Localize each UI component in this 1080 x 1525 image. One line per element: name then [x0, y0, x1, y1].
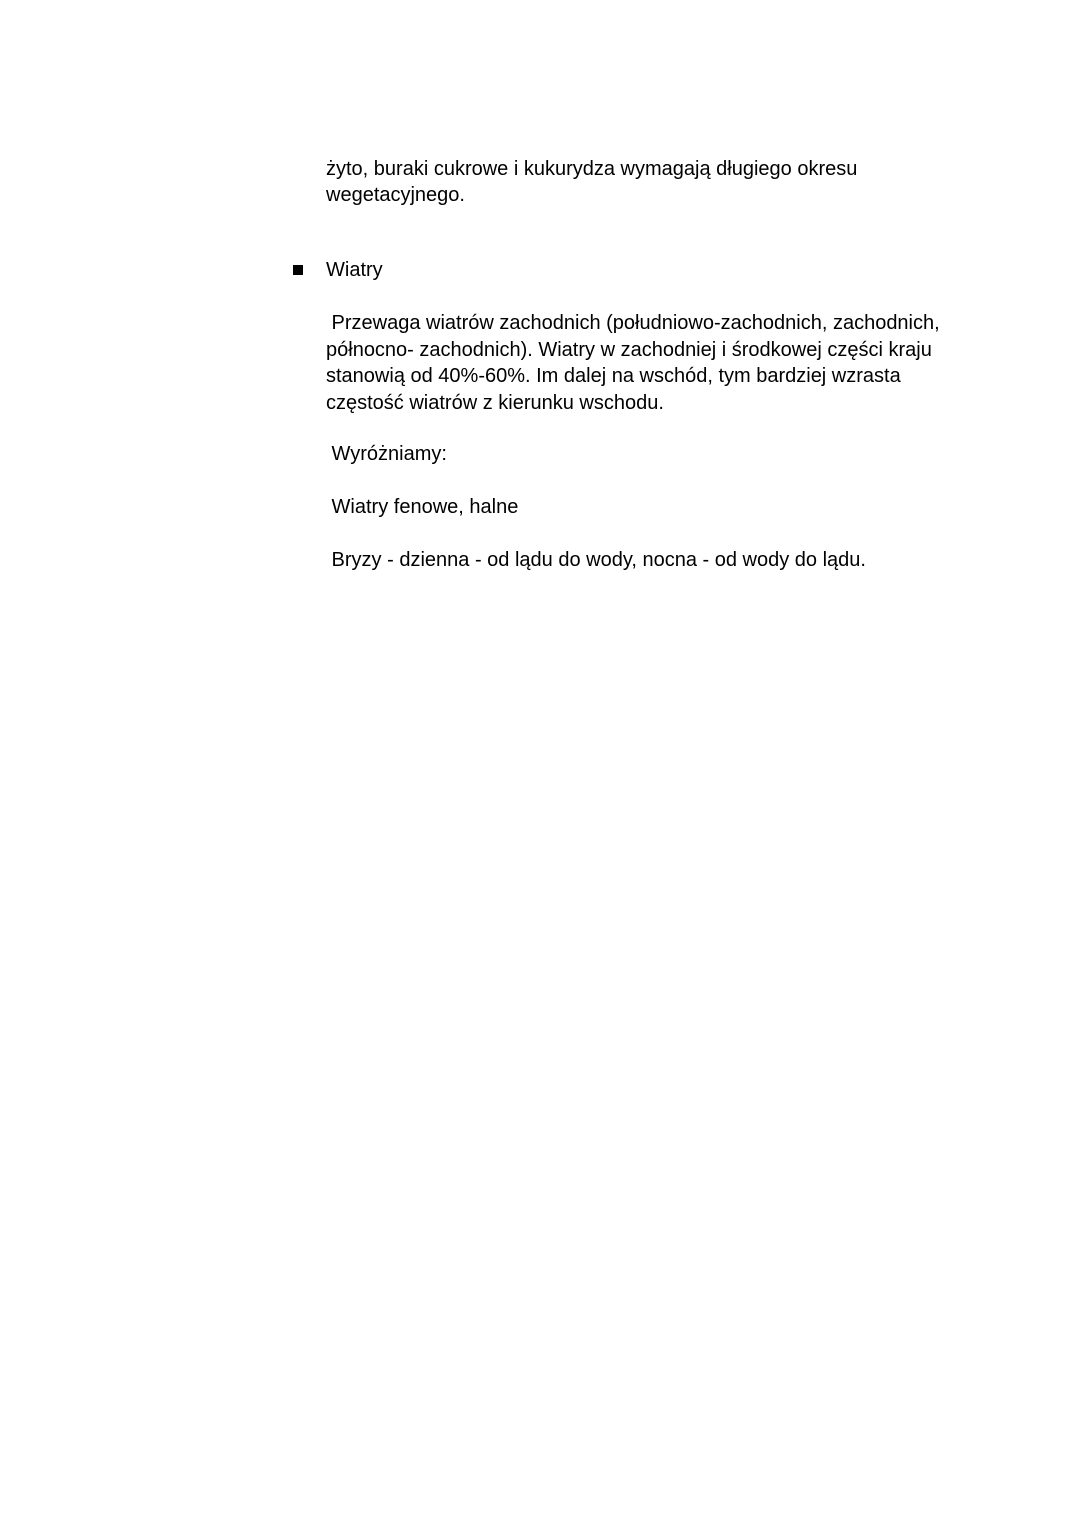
- intro-line-2: wegetacyjnego.: [326, 184, 465, 206]
- intro-line-1: żyto, buraki cukrowe i kukurydza wymagają długiego okresu: [326, 158, 858, 180]
- wind-type-item: Bryzy - dzienna - od lądu do wody, nocna - od wody do lądu.: [326, 549, 866, 571]
- paragraph-line: północno- zachodnich). Wiatry w zachodniej i środkowej części kraju: [326, 339, 932, 361]
- paragraph-line: Przewaga wiatrów zachodnich (południowo-zachodnich, zachodnich,: [326, 312, 940, 334]
- distinguish-label: Wyróżniamy:: [326, 443, 447, 465]
- square-bullet-icon: [293, 265, 303, 275]
- wind-type-item: Wiatry fenowe, halne: [326, 496, 519, 518]
- paragraph-line: częstość wiatrów z kierunku wschodu.: [326, 392, 664, 414]
- paragraph-line: stanowią od 40%-60%. Im dalej na wschód, tym bardziej wzrasta: [326, 365, 901, 387]
- section-heading: Wiatry: [326, 259, 383, 281]
